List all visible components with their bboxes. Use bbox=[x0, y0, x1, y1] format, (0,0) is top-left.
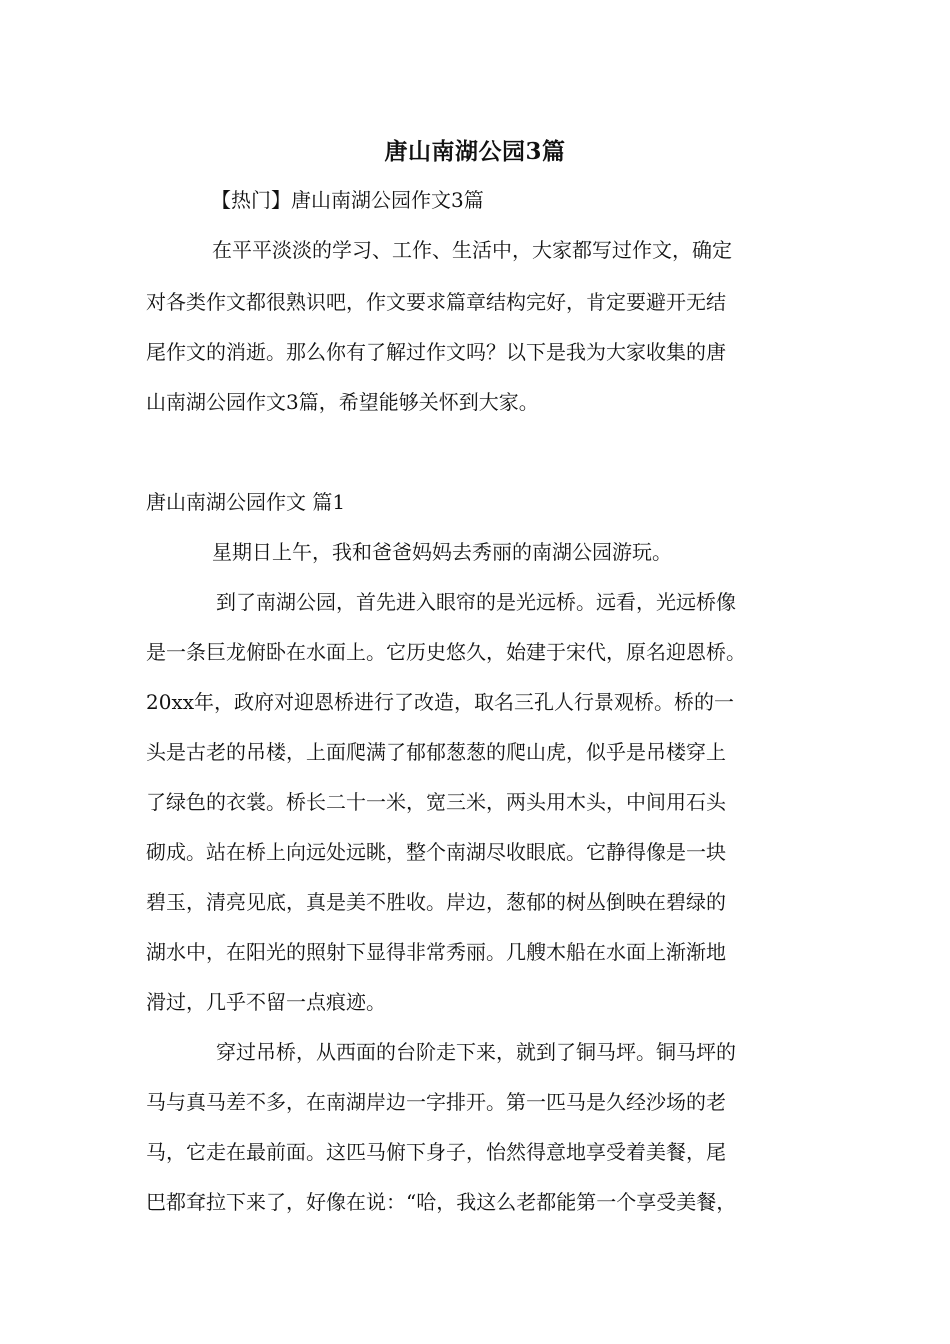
paragraph-line: 巴都耷拉下来了，好像在说：“哈，我这么老都能第一个享受美餐， bbox=[146, 1190, 737, 1214]
paragraph-line: 头是古老的吊楼，上面爬满了郁郁葱葱的爬山虎，似乎是吊楼穿上 bbox=[146, 740, 726, 764]
intro-line: 在平平淡淡的学习、工作、生活中，大家都写过作文，确定 bbox=[212, 238, 732, 262]
paragraph-line: 到了南湖公园，首先进入眼帘的是光远桥。远看，光远桥像 bbox=[216, 590, 736, 614]
paragraph-line: 20xx年，政府对迎恩桥进行了改造，取名三孔人行景观桥。桥的一 bbox=[146, 690, 735, 714]
paragraph-line: 是一条巨龙俯卧在水面上。它历史悠久，始建于宋代，原名迎恩桥。 bbox=[146, 640, 746, 664]
section-heading: 唐山南湖公园作文 篇1 bbox=[146, 490, 346, 514]
paragraph-line: 湖水中，在阳光的照射下显得非常秀丽。几艘木船在水面上渐渐地 bbox=[146, 940, 726, 964]
intro-line: 对各类作文都很熟识吧，作文要求篇章结构完好，肯定要避开无结 bbox=[146, 290, 726, 314]
document-subtitle: 【热门】唐山南湖公园作文3篇 bbox=[211, 188, 484, 212]
intro-line: 尾作文的消逝。那么你有了解过作文吗？以下是我为大家收集的唐 bbox=[146, 340, 726, 364]
paragraph-line: 了绿色的衣裳。桥长二十一米，宽三米，两头用木头，中间用石头 bbox=[146, 790, 726, 814]
paragraph-line: 马，它走在最前面。这匹马俯下身子，怡然得意地享受着美餐，尾 bbox=[146, 1140, 726, 1164]
paragraph-line: 滑过，几乎不留一点痕迹。 bbox=[146, 990, 386, 1014]
paragraph-line: 马与真马差不多，在南湖岸边一字排开。第一匹马是久经沙场的老 bbox=[146, 1090, 726, 1114]
paragraph-line: 砌成。站在桥上向远处远眺，整个南湖尽收眼底。它静得像是一块 bbox=[146, 840, 726, 864]
document-title: 唐山南湖公园3篇 bbox=[384, 138, 566, 165]
paragraph-line: 星期日上午，我和爸爸妈妈去秀丽的南湖公园游玩。 bbox=[212, 540, 672, 564]
paragraph-line: 碧玉，清亮见底，真是美不胜收。岸边，葱郁的树丛倒映在碧绿的 bbox=[146, 890, 726, 914]
paragraph-line: 穿过吊桥，从西面的台阶走下来，就到了铜马坪。铜马坪的 bbox=[216, 1040, 736, 1064]
intro-line: 山南湖公园作文3篇，希望能够关怀到大家。 bbox=[146, 390, 539, 414]
